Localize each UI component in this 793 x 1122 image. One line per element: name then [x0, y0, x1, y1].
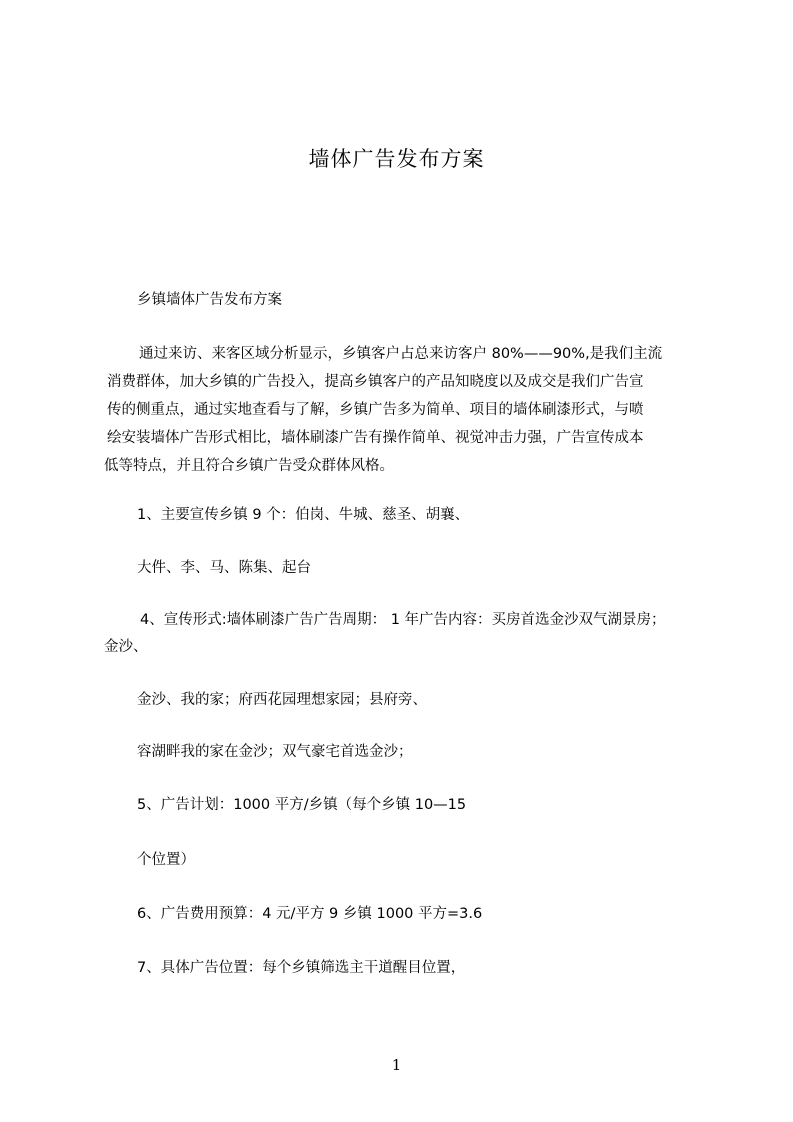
list-item-4: 4、宣传形式:墙体刷漆广告广告周期： 1 年广告内容：买房首选金沙双气湖景房； — [140, 612, 666, 628]
section-subtitle: 乡镇墙体广告发布方案 — [137, 292, 282, 308]
list-item-4-wrap: 金沙、 — [104, 639, 148, 655]
intro-paragraph — [104, 340, 714, 480]
intro-line: 通过来访、来客区域分析显示，乡镇客户占总来访客户 80%——90%,是我们主流 — [139, 346, 663, 362]
page-number: 1 — [391, 1056, 402, 1074]
intro-line: 绘安装墙体广告形式相比，墙体刷漆广告有操作简单、视觉冲击力强，广告宣传成本 — [107, 430, 644, 446]
intro-line: 消费群体，加大乡镇的广告投入，提高乡镇客户的产品知晓度以及成交是我们广告宣 — [107, 374, 644, 390]
document-title: 墙体广告发布方案 — [308, 147, 485, 171]
intro-line: 低等特点，并且符合乡镇广告受众群体风格。 — [104, 458, 394, 474]
list-item-1: 1、主要宣传乡镇 9 个：伯岗、牛城、慈圣、胡襄、 — [137, 507, 470, 523]
list-item-5: 5、广告计划：1000 平方/乡镇（每个乡镇 10—15 — [137, 797, 467, 813]
list-item-1-continued: 大件、李、马、陈集、起台 — [137, 560, 311, 576]
intro-line: 传的侧重点，通过实地查看与了解，乡镇广告多为简单、项目的墙体刷漆形式，与喷 — [107, 402, 644, 418]
list-item-4-continued-2: 容湖畔我的家在金沙；双气豪宅首选金沙； — [137, 744, 413, 760]
list-item-7: 7、具体广告位置：每个乡镇筛选主干道醒目位置， — [137, 960, 466, 976]
list-item-4-continued-1: 金沙、我的家；府西花园理想家园；县府旁、 — [137, 692, 427, 708]
list-item-6: 6、广告费用预算：4 元/平方 9 乡镇 1000 平方=3.6 — [137, 906, 483, 922]
list-item-5-continued: 个位置） — [137, 852, 195, 868]
